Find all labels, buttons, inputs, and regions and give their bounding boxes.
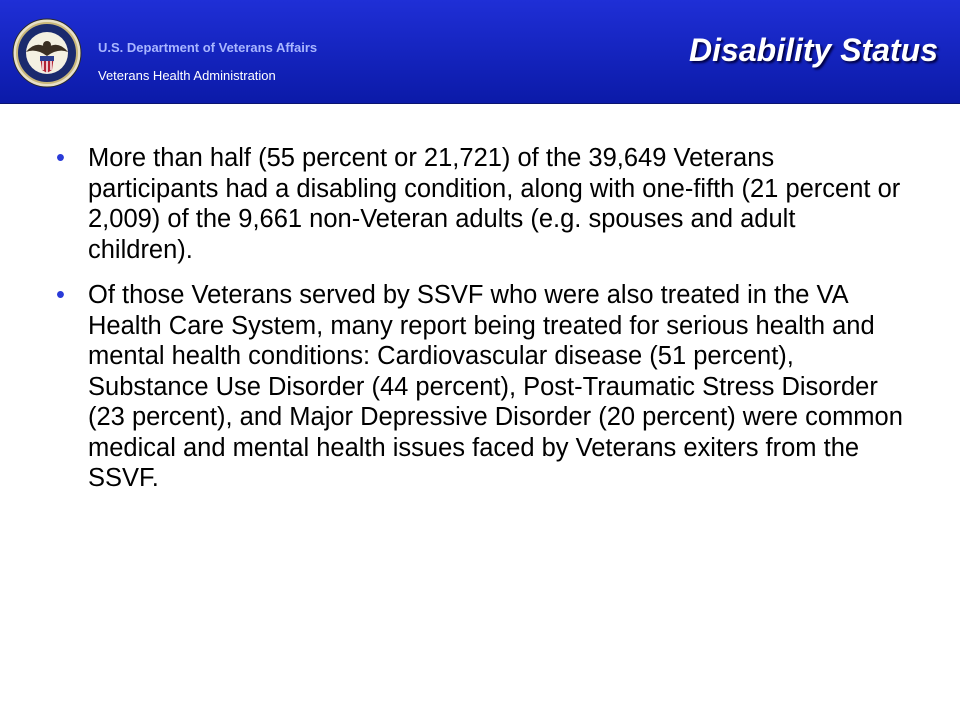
- slide-body: [56, 143, 906, 509]
- org-department-name: U.S. Department of Veterans Affairs: [98, 40, 318, 55]
- bullet-text: Of those Veterans served by SSVF who were also treated in the VA Health Care System, many report being treated for serious health and mental health conditions: Cardiovascular disease (51 percent), Substance Use Disorder (44 percent), Post-Traumatic Stress Disorder (23 percent), and Major Depressive Disorder (20 percent) were common medical and mental health issues faced by Veterans exiters from the SSVF.: [88, 281, 903, 492]
- va-seal-icon: [12, 18, 82, 88]
- bullet-text: More than half (55 percent or 21,721) of the 39,649 Veterans participants had a disabling condition, along with one-fifth (21 percent or 2,009) of the 9,661 non-Veteran adults (e.g. spouses and adult children).: [88, 144, 901, 264]
- bullet-item: [56, 280, 906, 494]
- bullet-marker-icon: •: [56, 281, 65, 309]
- bullet-item: [56, 143, 906, 265]
- bullet-marker-icon: •: [56, 144, 65, 172]
- org-administration-name: Veterans Health Administration: [98, 68, 276, 83]
- slide-header: [0, 0, 960, 104]
- slide-title: Disability Status: [689, 32, 938, 68]
